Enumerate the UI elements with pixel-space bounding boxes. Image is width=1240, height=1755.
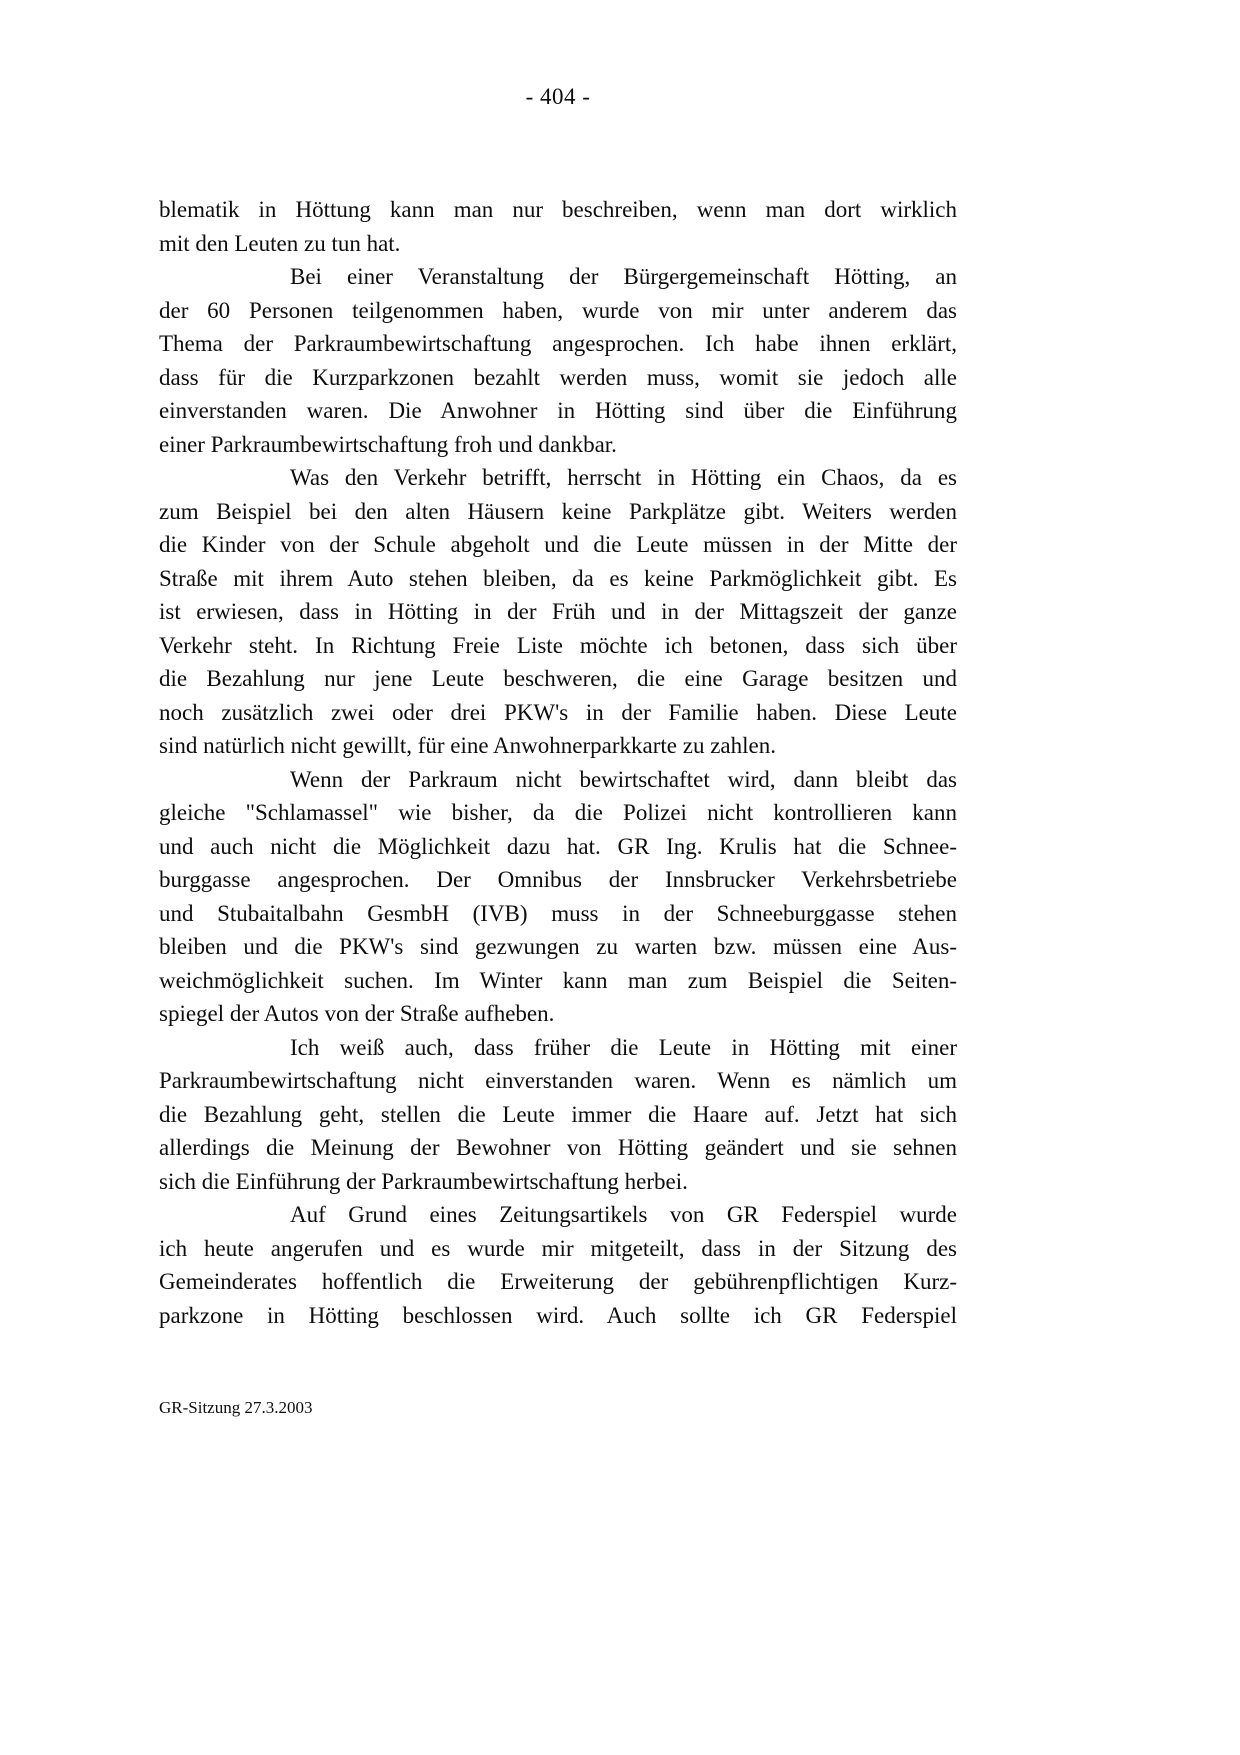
text-line: ich heute angerufen und es wurde mir mitgeteilt, dass in der Sitzung des bbox=[159, 1235, 957, 1261]
body-text bbox=[159, 193, 957, 1332]
text-line: Parkraumbewirtschaftung nicht einverstanden waren. Wenn es nämlich um bbox=[159, 1068, 957, 1093]
text-line: einverstanden waren. Die Anwohner in Hötting sind über die Einführung bbox=[159, 398, 957, 423]
text-line: und auch nicht die Möglichkeit dazu hat. GR Ing. Krulis hat die Schnee- bbox=[159, 833, 957, 859]
text-line: Verkehr steht. In Richtung Freie Liste möchte ich betonen, dass sich über bbox=[159, 632, 957, 658]
text-line: noch zusätzlich zwei oder drei PKW's in der Familie haben. Diese Leute bbox=[159, 699, 957, 725]
paragraph bbox=[159, 461, 957, 763]
text-line: Auf Grund eines Zeitungsartikels von GR Federspiel wurde bbox=[290, 1202, 957, 1227]
text-line: einer Parkraumbewirtschaftung froh und dankbar. bbox=[159, 431, 617, 457]
text-line: sind natürlich nicht gewillt, für eine Anwohnerparkkarte zu zahlen. bbox=[159, 733, 776, 758]
text-line: die Bezahlung geht, stellen die Leute immer die Haare auf. Jetzt hat sich bbox=[159, 1101, 957, 1127]
paragraph bbox=[159, 1198, 957, 1332]
paragraph bbox=[159, 1031, 957, 1199]
text-line: Thema der Parkraumbewirtschaftung angesprochen. Ich habe ihnen erklärt, bbox=[159, 331, 957, 356]
text-line: dass für die Kurzparkzonen bezahlt werden muss, womit sie jedoch alle bbox=[159, 364, 957, 390]
text-line: und Stubaitalbahn GesmbH (IVB) muss in der Schneeburggasse stehen bbox=[159, 900, 957, 926]
text-line: bleiben und die PKW's sind gezwungen zu warten bzw. müssen eine Aus- bbox=[159, 934, 957, 959]
paragraph bbox=[159, 193, 957, 260]
paragraph bbox=[159, 763, 957, 1031]
text-line: zum Beispiel bei den alten Häusern keine Parkplätze gibt. Weiters werden bbox=[159, 498, 957, 524]
text-line: Wenn der Parkraum nicht bewirtschaftet wird, dann bleibt das bbox=[290, 766, 957, 792]
text-line: blematik in Höttung kann man nur beschreiben, wenn man dort wirklich bbox=[159, 197, 957, 222]
text-line: die Bezahlung nur jene Leute beschweren, die eine Garage besitzen und bbox=[159, 666, 957, 691]
text-line: parkzone in Hötting beschlossen wird. Auch sollte ich GR Federspiel bbox=[159, 1302, 957, 1328]
text-line: Bei einer Veranstaltung der Bürgergemeinschaft Hötting, an bbox=[290, 264, 957, 289]
text-line: weichmöglichkeit suchen. Im Winter kann man zum Beispiel die Seiten- bbox=[159, 967, 957, 993]
page-number: - 404 - bbox=[525, 84, 591, 109]
text-line: die Kinder von der Schule abgeholt und die Leute müssen in der Mitte der bbox=[159, 532, 957, 557]
text-line: spiegel der Autos von der Straße aufheben. bbox=[159, 1001, 555, 1026]
text-line: burggasse angesprochen. Der Omnibus der Innsbrucker Verkehrsbetriebe bbox=[159, 867, 957, 892]
text-line: Straße mit ihrem Auto stehen bleiben, da es keine Parkmöglichkeit gibt. Es bbox=[159, 565, 957, 591]
text-line: Was den Verkehr betrifft, herrscht in Hötting ein Chaos, da es bbox=[290, 465, 957, 490]
text-line: ist erwiesen, dass in Hötting in der Früh und in der Mittagszeit der ganze bbox=[159, 599, 957, 624]
paragraph bbox=[159, 260, 957, 461]
text-line: allerdings die Meinung der Bewohner von Hötting geändert und sie sehnen bbox=[159, 1135, 957, 1160]
text-line: mit den Leuten zu tun hat. bbox=[159, 230, 401, 256]
text-line: Ich weiß auch, dass früher die Leute in Hötting mit einer bbox=[290, 1034, 957, 1060]
footer-note: GR-Sitzung 27.3.2003 bbox=[159, 1398, 313, 1417]
text-line: der 60 Personen teilgenommen haben, wurde von mir unter anderem das bbox=[159, 297, 957, 323]
text-line: gleiche "Schlamassel" wie bisher, da die Polizei nicht kontrollieren kann bbox=[159, 800, 957, 825]
text-line: Gemeinderates hoffentlich die Erweiterung der gebührenpflichtigen Kurz- bbox=[159, 1269, 957, 1294]
text-line: sich die Einführung der Parkraumbewirtschaftung herbei. bbox=[159, 1168, 688, 1194]
